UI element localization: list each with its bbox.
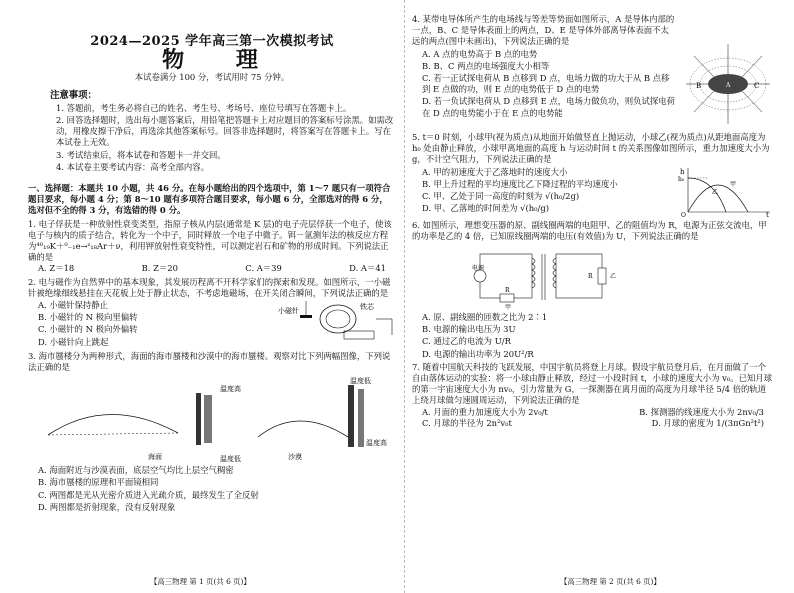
column-divider [404,0,405,593]
option-b: B. Z＝20 [141,263,178,274]
notice-block [28,90,396,173]
section-heading: 一、选择题：本题共 10 小题，共 46 分。在每小题给出的四个选项中，第 1～7 题只有一项符合题目要求，每小题 4 分；第 8～10 题有多项符合题目要求，每小题 6 分，全部选对的得 6 分，选对但不全的得 3 分，有选错的得 0 分。 [28,183,391,216]
left-column [28,12,396,514]
option-d [422,349,774,360]
question-6 [412,220,774,360]
notice-item: 4. 本试卷主要考试内容：高考全部内容。 [56,161,210,172]
label-yi: 乙 [610,273,617,281]
question-body [28,299,396,349]
label-r1: R [505,287,510,295]
option-a: A. 甲的初速度大于乙落地时的速度大小 [422,166,568,177]
field-lines-figure [682,38,774,130]
notice-title: 注意事项： [50,89,97,101]
option-formula: 20U²/R [503,348,534,359]
question-stem: 2. 电与磁作为自然界中的基本现象，其发展历程离不开科学家们的探索和发现。如图所示，一小磁针被绝缘细线悬挂在天花板上处于静止状态，不考虑地磁场，在开关闭合瞬间，下列说法正确的是 [28,276,391,298]
option-b: B. 海市蜃楼的原理和平面镜相同 [38,477,159,488]
option-b: B. B、C 两点的电场强度大小相等 [422,60,550,71]
exam-info: 本试卷满分 100 分，考试用时 75 分钟。 [134,72,290,83]
fig-label-hot-bottom: 温度高 [366,439,387,448]
label-yi: 乙 [712,188,719,196]
label-h0: h₀ [678,175,685,183]
option-c [422,191,672,202]
question-stem: 6. 如图所示，理想变压器的原、副线圈两端的电阻甲、乙的阻值均为 R，电源为正弦交流电，甲的功率是乙的 4 倍，已知原线圈两端的电压(有效值)为 U，下列说法正确的是 [412,219,767,241]
option-a: A. 月面的重力加速度大小为 2v₀/t [422,406,548,417]
option-b: B. 电源的输出电压为 3U [422,324,516,335]
options-row [422,418,774,429]
option-a: A. 原、副线圈的匝数之比为 2∶1 [422,312,548,323]
fig-label-hot-top: 温度高 [220,385,241,394]
option-c: C. 月球的半径为 2n²v₀t [422,417,512,428]
option-b: B. 探测器的线速度大小为 2nv₀/3 [639,406,764,417]
options-row [422,407,774,418]
exam-title: 2024—2025 学年高三第一次模拟考试 [90,34,334,49]
option-d: D. 月球的密度为 1/(3πGn²t²) [651,417,764,428]
option-d: D. 若一负试探电荷从 D 点移到 E 点，电场力做负功，则负试探电荷在 D 点的电势能小于在 E 点的电势能 [422,96,675,118]
options-list [28,299,270,349]
option-c: C. A＝39 [245,263,282,274]
origin-label: O [681,211,686,218]
question-stem: 3. 海市蜃楼分为两种形式，海面的海市蜃楼和沙漠中的海市蜃楼。观察对比下列两幅图像，下列说法正确的是 [28,350,391,373]
option-text: D. 甲、乙落地的时间差为 [422,203,518,214]
question-3 [28,351,396,513]
option-formula: U/R [494,336,511,347]
label-r2: R [588,273,593,281]
option-c [422,336,774,347]
option-d: D. A＝41 [349,263,386,274]
question-stem: 1. 电子俘获是一种放射性衰变类型，指原子核从内层(通常是 K 层)的电子壳层俘获一个电子，使该电子与核内的质子结合，转化为一个中子，同时释放一个电子中微子。铒－氩测年法的核反应方程为⁴⁰₁₉K＋⁰₋₁e→ᶻ₁₈Ar＋ν，利用钾放射性衰变特性，可以测定岩石和矿物的形成时间。下列说法正确的是 [28,218,392,263]
question-2 [28,277,396,349]
question-stem: 4. 某带电导体所产生的电场线与等差等势面如图所示，A 是导体内部的一点，B、C 是导体表面上的两点，D、E 是导体外部离导体表面不太远的两点(图中未画出)，下列说法正确的是 [412,14,675,47]
option-formula: √(h₀/2g) [544,191,580,202]
fig-label-desert: 沙漠 [288,453,302,462]
option-d [422,203,672,214]
axis-label-t: t [766,210,769,218]
fig-label-needle: 小磁针 [278,307,299,316]
question-body [412,14,774,130]
mirage-figure [28,375,388,463]
right-column [412,12,774,430]
question-4 [412,14,774,130]
question-7 [412,362,774,429]
fig-label-core: 铁芯 [360,303,374,312]
notice-item: 3. 考试结束后，将本试卷和答题卡一并交回。 [56,149,226,160]
subject-title: 物 理 [162,47,280,74]
option-c: C. 若一正试探电荷从 B 点移到 D 点，电场力做的功大于从 B 点移到 E 点做的功，则 E 点的电势低于 D 点的电势 [422,73,670,95]
question-stem: 5. t＝0 时刻，小球甲(视为质点)从地面开始做竖直上抛运动，小球乙(视为质点)从距地面高度为 h₀ 处由静止释放，小球甲离地面的高度 h 与运动时间 t 的关系图像如图所示，重力加速度大小为 g，不计空气阻力，下列说法正确的是 [412,132,770,165]
question-1 [28,219,396,275]
option-b: B. 小磁针的 N 极向里偏转 [38,312,138,323]
notice-item: 2. 回答选择题时，选出每小题答案后，用铅笔把答题卡上对应题目的答案标号涂黑。如需改动，用橡皮擦干净后，再选涂其他答案标号。回答非选择题时，将答案写在答题卡上。写在本试卷上无效。 [56,115,394,148]
magnet-coil-figure [276,299,396,341]
options-list [412,166,672,216]
needle-shape [300,315,312,318]
options-row [38,263,396,274]
footer-right: 【高三物理 第 2 页(共 6 页)】 [560,577,661,586]
fig-label-cold-bottom: 温度低 [220,455,241,464]
question-5 [412,132,774,218]
option-text: C. 通过乙的电流为 [422,336,493,347]
label-jia: 甲 [730,180,737,188]
question-text [412,14,676,120]
notice-item: 1. 答题前，考生务必将自己的姓名、考生号、考场号、座位号填写在答题卡上。 [56,102,352,113]
transformer-figure [472,244,632,310]
option-text: D. 电源的输出功率为 [422,348,501,359]
fig-label-cold-top: 温度低 [350,377,371,386]
question-stem: 7. 随着中国航天科技的飞跃发展，中国宇航员将登上月球。假设宇航员登月后，在月面做了一个自由落体运动的实验：将一小球由静止释放，经过一小段时间 t，小球的速度大小为 v₀。已知月球的第一宇宙速度大小为 nv₀，引力常量为 G，一探测器在离月面的高度为月球半径 5/4 倍的轨道上绕月球做匀速圆周运动，下列说法正确的是 [412,361,773,406]
fig-label-b: B [696,82,702,90]
option-a: A. 小磁针保持静止 [38,300,108,311]
fig-label-sea: 海面 [148,453,162,462]
label-jia: 甲 [505,304,512,311]
question-body [412,166,774,218]
option-text: C. 甲、乙处于同一高度的时刻为 [422,191,543,202]
option-c: C. 两图都是光从光密介质进入光疏介质，最终发生了全反射 [38,489,259,500]
option-d: D. 小磁针向上跳起 [38,336,109,347]
label-source: 电源 [472,265,485,273]
option-a: A. Z＝18 [38,263,75,274]
fig-label-a: A [726,82,731,89]
option-d: D. 两图都是折射现象，没有反射现象 [38,501,176,512]
height-time-graph [678,166,774,218]
option-formula: √(h₀/g) [520,203,549,214]
option-a: A. 海面附近与沙漠表面，底层空气均比上层空气稠密 [38,465,234,476]
option-a: A. A 点的电势高于 B 点的电势 [422,48,538,59]
axis-label-h: h [680,167,685,176]
fig-label-c: C [754,82,760,90]
option-b: B. 甲上升过程的平均速度比乙下降过程的平均速度小 [422,178,618,189]
footer-left: 【高三物理 第 1 页(共 6 页)】 [150,577,251,586]
option-c: C. 小磁针的 N 极向外偏转 [38,324,138,335]
